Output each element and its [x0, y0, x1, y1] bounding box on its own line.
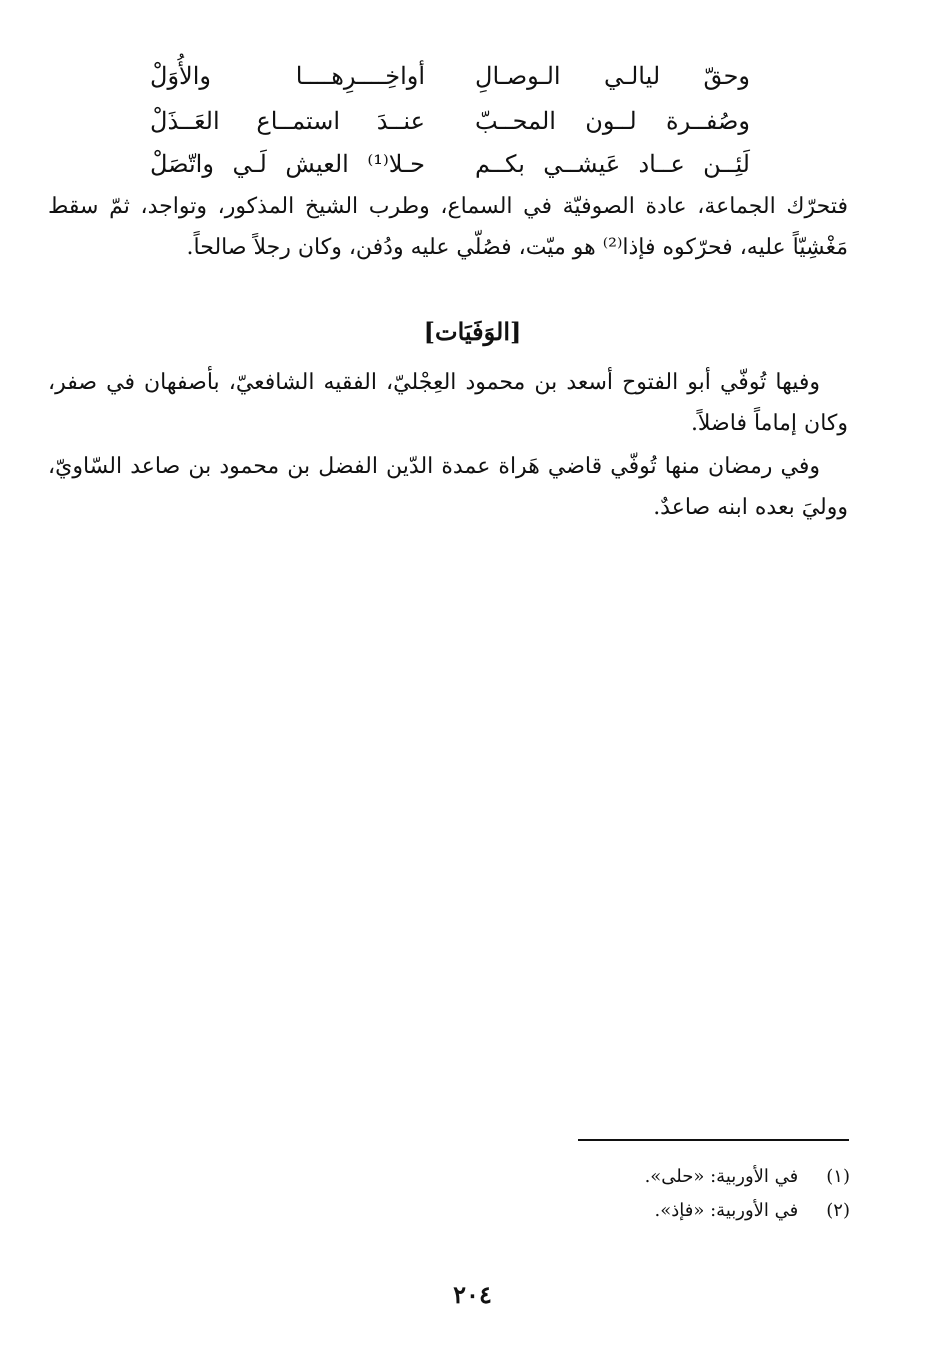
footnote-1-number: (١) [826, 1166, 850, 1187]
poem-verse-3 [150, 144, 750, 184]
section-heading: [الوَفَيَات] [423, 317, 522, 346]
verse-2-second-hemistich: عنــدَ استمــاع العَــذَلْ [150, 107, 425, 135]
verse-1-first-hemistich: وحقّ ليالـي الـوصـالِ [475, 62, 750, 90]
poem-verse-1 [150, 56, 750, 96]
verse-3-first-hemistich: لَئِــن عــاد عَيشــي بكــم [475, 150, 750, 178]
verse-1-second-hemistich: أواخِــــرِهــــا والأُوَلْ [150, 62, 425, 90]
verse-2-first-hemistich: وصُفــرة لــون المحــبّ [475, 107, 750, 135]
death-entry-2: وفي رمضان منها تُوفّي قاضي هَراة عمدة الدّين الفضل بن محمود بن صاعد السّاويّ، ووليَ بعده ابنه صاعدٌ. [48, 454, 848, 520]
verse-3-second-hemistich: حـلا⁽¹⁾ العيش لَـي واتّصَلْ [150, 150, 425, 178]
footnote-2-number: (٢) [826, 1200, 850, 1221]
poem-verse-2 [150, 101, 750, 141]
footnote-divider [578, 1139, 849, 1141]
footnote-2-text: في الأوربية: «فإذ». [654, 1200, 799, 1221]
footnote-2 [400, 1196, 850, 1226]
page-number: ٢٠٤ [453, 1280, 492, 1309]
footnote-1-text: في الأوربية: «حلى». [644, 1166, 799, 1187]
narrative-paragraph: فتحرّك الجماعة، عادة الصوفيّة في السماع، وطرب الشيخ المذكور، وتواجد، ثمّ سقط مَغْشِيّاً عليه، فحرّكوه فإذا⁽²⁾ هو ميّت، فصُلّي عليه ودُفن، وكان رجلاً صالحاً. [48, 194, 848, 260]
death-entry-1: وفيها تُوفّي أبو الفتوح أسعد بن محمود العِجْليّ، الفقيه الشافعيّ، بأصفهان في صفر، وكان إماماً فاضلاً. [48, 370, 848, 436]
footnote-1 [400, 1162, 850, 1192]
